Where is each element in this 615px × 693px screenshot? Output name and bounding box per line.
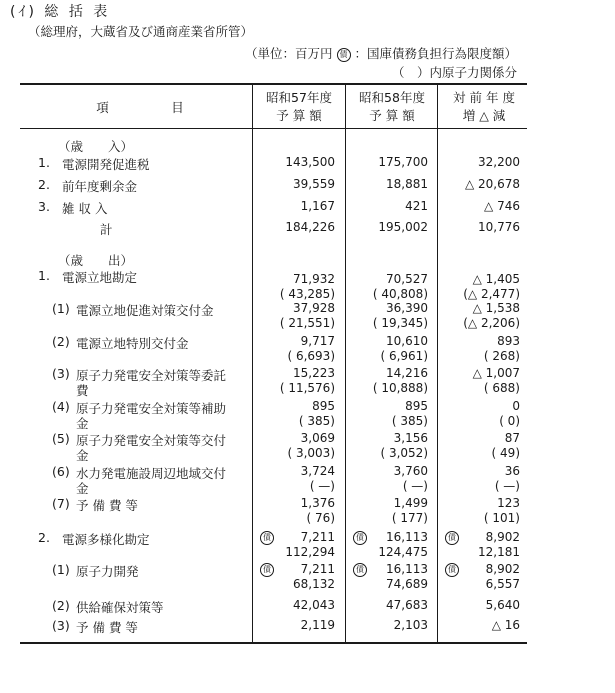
expenditure-heading: （歳 出）	[58, 253, 134, 268]
cell-fy58: 175,700	[378, 155, 428, 169]
row-number: (4)	[52, 399, 70, 414]
cell-diff: 12,181	[478, 545, 520, 559]
cell-fy58: 1,499	[393, 496, 428, 510]
row-label: 計	[100, 222, 113, 237]
debt-mark-icon: 債	[445, 563, 459, 577]
cell-fy58: 74,689	[386, 577, 428, 591]
table-bottom-rule	[20, 642, 527, 644]
cell-fy57: 39,559	[293, 177, 335, 191]
debt-mark-icon: 債	[337, 48, 351, 62]
cell-fy57: 15,223	[293, 366, 335, 380]
cell-diff: 36	[504, 464, 520, 478]
cell-fy58-nuclear: ( 10,888)	[372, 381, 428, 395]
row-label: 原子力発電安全対策等委託	[76, 368, 227, 383]
cell-diff: △ 1,405	[472, 272, 520, 286]
cell-diff-nuclear: ( 688)	[483, 381, 520, 395]
column-header-fy58-sub: 予 算 額	[369, 108, 415, 123]
cell-fy58: 14,216	[386, 366, 428, 380]
row-number: (2)	[52, 598, 70, 613]
cell-fy57: 9,717	[300, 334, 335, 348]
row-number: (3)	[52, 618, 70, 633]
row-number: (1)	[52, 562, 70, 577]
row-label: 供給確保対策等	[76, 600, 164, 615]
cell-fy58-nuclear: ( —)	[402, 479, 428, 493]
column-divider	[345, 83, 346, 643]
cell-diff: 87	[504, 431, 520, 445]
row-number: (7)	[52, 496, 70, 511]
cell-diff-debt: 8,902	[485, 530, 520, 544]
row-number: 1.	[38, 155, 50, 170]
cell-diff-debt: 8,902	[485, 562, 520, 576]
cell-diff: 32,200	[478, 155, 520, 169]
cell-fy58: 421	[405, 199, 428, 213]
cell-diff: △ 746	[484, 199, 520, 213]
row-label: 電源立地促進対策交付金	[76, 303, 214, 318]
cell-fy57-nuclear: ( 11,576)	[279, 381, 335, 395]
debt-mark-icon: 債	[353, 563, 367, 577]
ministry-subtitle: （総理府，大蔵省及び通商産業省所管）	[28, 24, 254, 39]
column-header-fy57-sub: 予 算 額	[276, 108, 322, 123]
row-label: 水力発電施設周辺地域交付	[76, 466, 227, 481]
header-bottom-rule	[20, 128, 527, 129]
cell-diff: △ 1,007	[472, 366, 520, 380]
cell-diff-nuclear: ( 0)	[499, 414, 520, 428]
row-label: 電源立地特別交付金	[76, 336, 189, 351]
cell-fy58-debt: 16,113	[386, 562, 428, 576]
column-header-fy57: 昭和57年度	[266, 90, 332, 105]
cell-diff: 0	[512, 399, 520, 413]
row-label: 原子力発電安全対策等交付	[76, 433, 227, 448]
cell-fy58-debt: 16,113	[386, 530, 428, 544]
cell-fy57-nuclear: ( 385)	[298, 414, 335, 428]
cell-diff: 123	[497, 496, 520, 510]
cell-fy58: 195,002	[378, 220, 428, 234]
cell-diff-nuclear: (△ 2,206)	[463, 316, 520, 330]
row-label: 予 備 費 等	[76, 620, 138, 635]
cell-fy57: 1,167	[300, 199, 335, 213]
cell-diff-nuclear: ( 101)	[483, 511, 520, 525]
debt-mark-icon: 債	[353, 531, 367, 545]
cell-fy57-nuclear: ( —)	[309, 479, 335, 493]
unit-note	[245, 44, 517, 62]
cell-fy58: 895	[405, 399, 428, 413]
cell-fy57-nuclear: ( 76)	[306, 511, 335, 525]
cell-fy58: 124,475	[378, 545, 428, 559]
column-header-item: 項 目	[96, 100, 184, 115]
cell-fy58-nuclear: ( 40,808)	[372, 287, 428, 301]
column-header-fy58: 昭和58年度	[359, 90, 425, 105]
cell-fy58: 36,390	[386, 301, 428, 315]
cell-fy58: 3,156	[393, 431, 428, 445]
row-label: 電源立地勘定	[62, 270, 138, 285]
nuclear-note: （ ）内原子力関係分	[391, 65, 517, 80]
row-number: (5)	[52, 431, 70, 446]
table-top-rule	[20, 83, 527, 85]
cell-fy58-nuclear: ( 177)	[391, 511, 428, 525]
cell-fy58-nuclear: ( 3,052)	[380, 446, 428, 460]
row-number: 2.	[38, 177, 50, 192]
row-number: 3.	[38, 199, 50, 214]
row-label: 電源多様化勘定	[62, 532, 150, 547]
row-label: 原子力発電安全対策等補助	[76, 401, 227, 416]
cell-fy57: 71,932	[293, 272, 335, 286]
cell-fy58: 3,760	[393, 464, 428, 478]
cell-fy57-debt: 7,211	[300, 562, 335, 576]
cell-diff: 893	[497, 334, 520, 348]
cell-diff: 6,557	[485, 577, 520, 591]
cell-fy57-debt: 7,211	[300, 530, 335, 544]
cell-fy57: 112,294	[285, 545, 335, 559]
cell-fy57: 42,043	[293, 598, 335, 612]
row-label: 前年度剰余金	[62, 179, 138, 194]
cell-fy57: 2,119	[300, 618, 335, 632]
unit-suffix: ：国庫債務負担行為限度額）	[354, 46, 517, 61]
row-label-cont: 金	[76, 416, 89, 431]
debt-mark-icon: 債	[445, 531, 459, 545]
row-number: (2)	[52, 334, 70, 349]
row-label-cont: 費	[76, 383, 89, 398]
cell-diff: △ 1,538	[472, 301, 520, 315]
row-number: 1.	[38, 268, 50, 283]
cell-diff: △ 20,678	[464, 177, 520, 191]
cell-diff: 5,640	[485, 598, 520, 612]
cell-fy58: 2,103	[393, 618, 428, 632]
cell-fy58: 10,610	[386, 334, 428, 348]
debt-mark-icon: 債	[260, 563, 274, 577]
cell-fy57: 3,724	[300, 464, 335, 478]
row-label: 予 備 費 等	[76, 498, 138, 513]
cell-diff-nuclear: ( —)	[494, 479, 520, 493]
cell-fy58: 70,527	[386, 272, 428, 286]
cell-fy57-nuclear: ( 21,551)	[279, 316, 335, 330]
debt-mark-icon: 債	[260, 531, 274, 545]
row-label: 雑 収 入	[62, 201, 108, 216]
row-label: 原子力開発	[76, 564, 139, 579]
row-label-cont: 金	[76, 481, 89, 496]
row-number: 2.	[38, 530, 50, 545]
cell-fy57: 68,132	[293, 577, 335, 591]
row-label-cont: 金	[76, 448, 89, 463]
cell-fy58-nuclear: ( 19,345)	[372, 316, 428, 330]
cell-diff-nuclear: ( 268)	[483, 349, 520, 363]
cell-fy57: 895	[312, 399, 335, 413]
row-number: (3)	[52, 366, 70, 381]
row-label: 電源開発促進税	[62, 157, 150, 172]
unit-prefix: （単位：百万円	[245, 46, 333, 61]
cell-diff-nuclear: (△ 2,477)	[463, 287, 520, 301]
row-number: (1)	[52, 301, 70, 316]
cell-fy57: 143,500	[285, 155, 335, 169]
cell-fy57: 1,376	[300, 496, 335, 510]
section-title: (ｲ) 総 括 表	[10, 4, 111, 20]
column-header-diff: 対 前 年 度	[453, 90, 515, 105]
row-number: (6)	[52, 464, 70, 479]
cell-diff-nuclear: ( 49)	[491, 446, 520, 460]
column-header-diff-sub: 増 △ 減	[462, 108, 506, 123]
cell-fy58: 47,683	[386, 598, 428, 612]
cell-fy57-nuclear: ( 43,285)	[279, 287, 335, 301]
cell-fy57: 37,928	[293, 301, 335, 315]
cell-fy57: 184,226	[285, 220, 335, 234]
column-divider	[437, 83, 438, 643]
cell-fy57: 3,069	[300, 431, 335, 445]
cell-fy58-nuclear: ( 385)	[391, 414, 428, 428]
cell-fy58-nuclear: ( 6,961)	[380, 349, 428, 363]
revenue-heading: （歳 入）	[58, 139, 134, 154]
cell-fy57-nuclear: ( 6,693)	[287, 349, 335, 363]
cell-fy58: 18,881	[386, 177, 428, 191]
cell-diff: △ 16	[491, 618, 520, 632]
cell-fy57-nuclear: ( 3,003)	[287, 446, 335, 460]
column-divider	[252, 83, 253, 643]
cell-diff: 10,776	[478, 220, 520, 234]
